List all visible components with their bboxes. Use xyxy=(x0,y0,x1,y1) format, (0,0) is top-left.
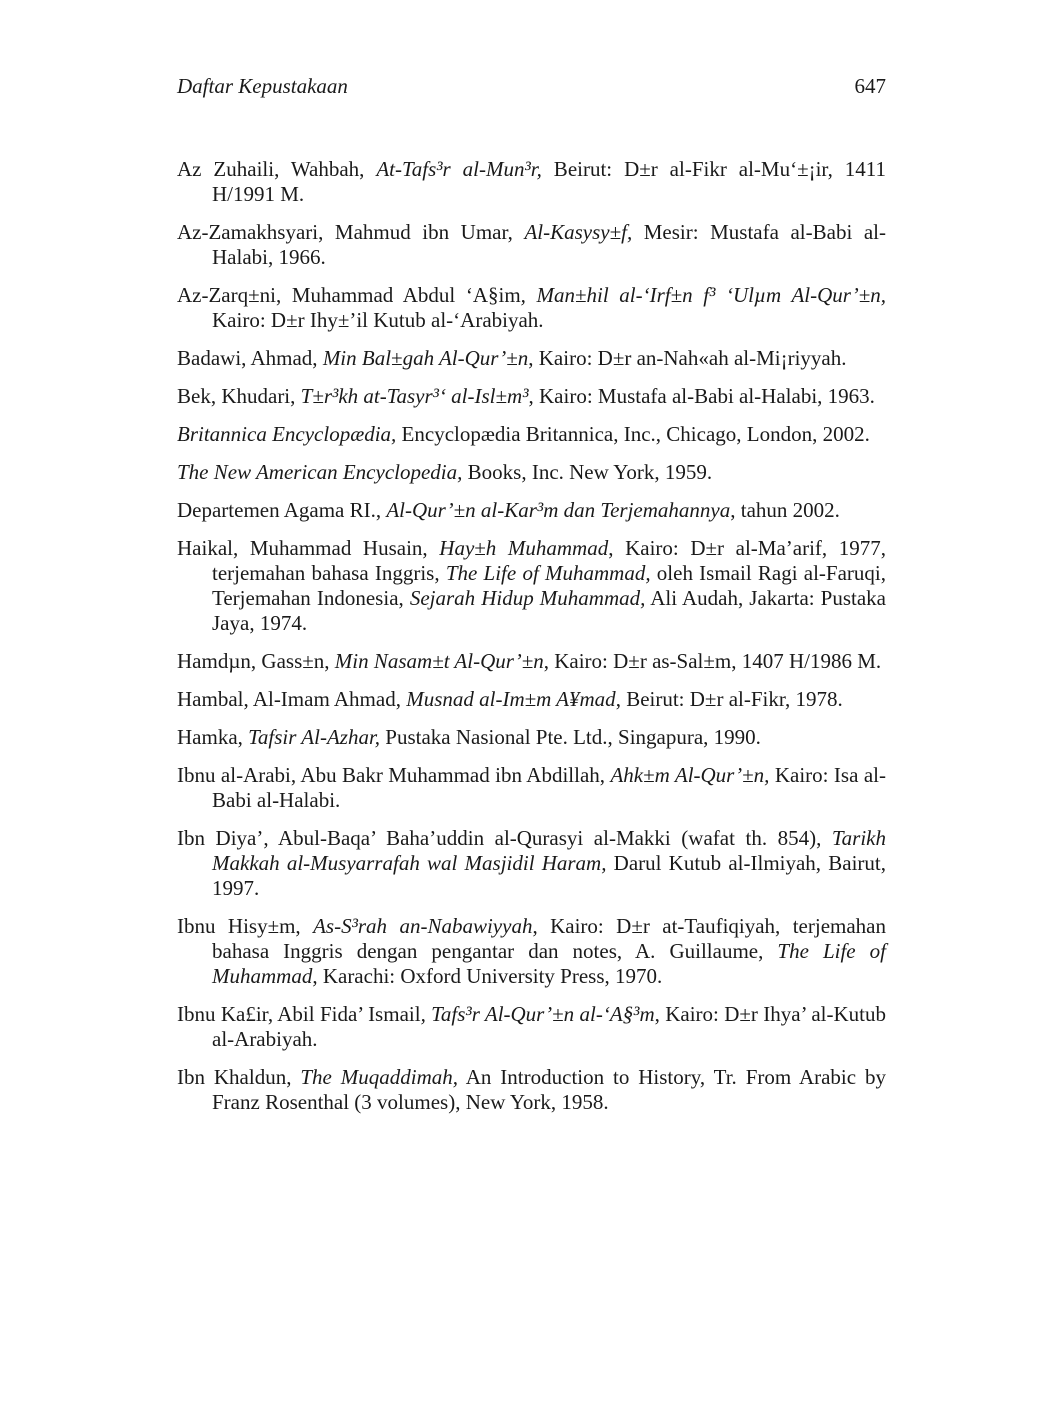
page-header xyxy=(177,74,886,99)
work-title: The Life of Muhammad, xyxy=(445,561,651,585)
page-number: 647 xyxy=(854,74,886,98)
entry-text: Hamdµn, Gass±n, xyxy=(177,649,335,673)
work-title: Al-Qur’±n al-Kar³m dan Terjemahannya xyxy=(386,498,731,522)
entry-text: , tahun 2002. xyxy=(730,498,840,522)
work-title: Britannica Encyclopædia, xyxy=(177,422,397,446)
bibliography-entry xyxy=(177,346,886,371)
bibliography-entry xyxy=(177,649,886,674)
running-header-title: Daftar Kepustakaan xyxy=(177,74,348,98)
entry-text: Ibn Khaldun, xyxy=(177,1065,301,1089)
entry-text: Haikal, Muhammad Husain, xyxy=(177,536,440,560)
work-title: Ahk±m Al-Qur’±n, xyxy=(610,763,770,787)
work-title: Sejarah Hidup Muhammad, xyxy=(409,586,646,610)
work-title: , Tafs³r Al-Qur’±n al-‘A§³m xyxy=(420,1002,655,1026)
bibliography-entry xyxy=(177,914,886,989)
work-title: Musnad al-Im±m A¥mad xyxy=(406,687,616,711)
entry-text: Mesir: Mustafa al-Babi al-Halabi, 1966. xyxy=(212,220,886,269)
bibliography-entry xyxy=(177,384,886,409)
entry-text: Ibnu al-Arabi, Abu Bakr Muhammad ibn Abdillah, xyxy=(177,763,611,787)
entry-text: Az-Zarq±ni, Muhammad Abdul ‘A§im xyxy=(177,283,521,307)
bibliography-entry xyxy=(177,536,886,636)
entry-text: , Kairo: D±r at-Taufiqiyah, terjemahan bahasa Inggris dengan pengantar dan notes, A. Guillaume, xyxy=(212,914,886,963)
entry-text: Beirut: D±r al-Fikr al-Mu‘±¡ir, 1411 H/1991 M. xyxy=(212,157,886,206)
bibliography-entry xyxy=(177,826,886,901)
entry-text: Ali Audah, Jakarta: Pustaka Jaya, 1974. xyxy=(212,586,886,635)
bibliography-entry xyxy=(177,1002,886,1052)
entry-text: Encyclopædia Britannica, Inc., Chicago, London, 2002. xyxy=(396,422,870,446)
entry-text: Pustaka Nasional Pte. Ltd., Singapura, 1990. xyxy=(380,725,761,749)
entry-text: Bek, Khudari, xyxy=(177,384,301,408)
entry-text: , Kairo: D±r Ihya’ al-Kutub al-Arabiyah. xyxy=(212,1002,887,1051)
bibliography-entry xyxy=(177,1065,886,1115)
entry-text: Hamka, xyxy=(177,725,249,749)
entry-text: , Beirut: D±r al-Fikr, 1978. xyxy=(615,687,843,711)
bibliography-entry xyxy=(177,422,886,447)
entry-text: Az Zuhaili, Wahbah, xyxy=(177,157,377,181)
entry-text: Ibn Diya’, Abul-Baqa’ Baha’uddin al-Qurasyi al-Makki (wafat th. 854), xyxy=(177,826,832,850)
work-title: The Life of Muhammad xyxy=(212,939,886,988)
work-title: The New American Encyclopedia, xyxy=(177,460,463,484)
bibliography-entry xyxy=(177,283,886,333)
bibliography-entry xyxy=(177,763,886,813)
entry-text: Badawi, Ahmad, xyxy=(177,346,323,370)
entry-text: , Karachi: Oxford University Press, 1970. xyxy=(312,964,663,988)
work-title: Min Nasam±t Al-Qur’±n xyxy=(334,649,544,673)
bibliography-list xyxy=(177,157,886,1128)
entry-text: oleh Ismail Ragi al-Faruqi, Terjemahan Indonesia, xyxy=(212,561,886,610)
entry-text: Kairo: D±r Ihy±’il Kutub al-‘Arabiyah. xyxy=(212,308,544,332)
entry-text: , Kairo: D±r an-Nah«ah al-Mi¡riyyah. xyxy=(528,346,847,370)
work-title: , Man±hil al-‘Irf±n f³ ‘Ulµm Al-Qur’±n, xyxy=(520,283,886,307)
bibliography-entry xyxy=(177,157,886,207)
work-title: Hay±h Muhammad xyxy=(439,536,609,560)
bibliography-entry xyxy=(177,460,886,485)
entry-text: Departemen Agama RI., xyxy=(177,498,387,522)
bibliography-entry xyxy=(177,220,886,270)
entry-text: , Kairo: D±r al-Ma’arif, 1977, terjemahan bahasa Inggris, xyxy=(212,536,887,585)
entry-text: An Introduction to History, Tr. From Arabic by Franz Rosenthal (3 volumes), New York, 1958. xyxy=(212,1065,886,1114)
work-title: Tafsir Al-Azhar, xyxy=(248,725,381,749)
work-title: The Muqaddimah, xyxy=(300,1065,458,1089)
bibliography-entry xyxy=(177,725,886,750)
bibliography-entry xyxy=(177,687,886,712)
work-title: Al-Kasysy±f, xyxy=(524,220,633,244)
work-title: As-S³rah an-Nabawiyyah xyxy=(313,914,533,938)
bibliography-entry xyxy=(177,498,886,523)
entry-text: Books, Inc. New York, 1959. xyxy=(462,460,713,484)
work-title: At-Tafs³r al-Mun³r, xyxy=(376,157,542,181)
work-title: Tarikh Makkah al-Musyarrafah wal Masjidil Haram, xyxy=(212,826,886,875)
work-title: T±r³kh at-Tasyr³‘ al-Isl±m³ xyxy=(300,384,529,408)
entry-text: Darul Kutub al-Ilmiyah, Bairut, 1997. xyxy=(212,851,886,900)
entry-text: , Kairo: Mustafa al-Babi al-Halabi, 1963. xyxy=(528,384,875,408)
entry-text: Az-Zamakhsyari, Mahmud ibn Umar, xyxy=(177,220,525,244)
entry-text: , Kairo: D±r as-Sal±m, 1407 H/1986 M. xyxy=(543,649,882,673)
entry-text: Hambal, Al-Imam Ahmad, xyxy=(177,687,407,711)
entry-text: Kairo: Isa al-Babi al-Halabi. xyxy=(212,763,886,812)
entry-text: Ibnu Ka£ir, Abil Fida’ Ismail xyxy=(177,1002,421,1026)
work-title: Min Bal±gah Al-Qur’±n xyxy=(322,346,529,370)
entry-text: Ibnu Hisy±m, xyxy=(177,914,314,938)
